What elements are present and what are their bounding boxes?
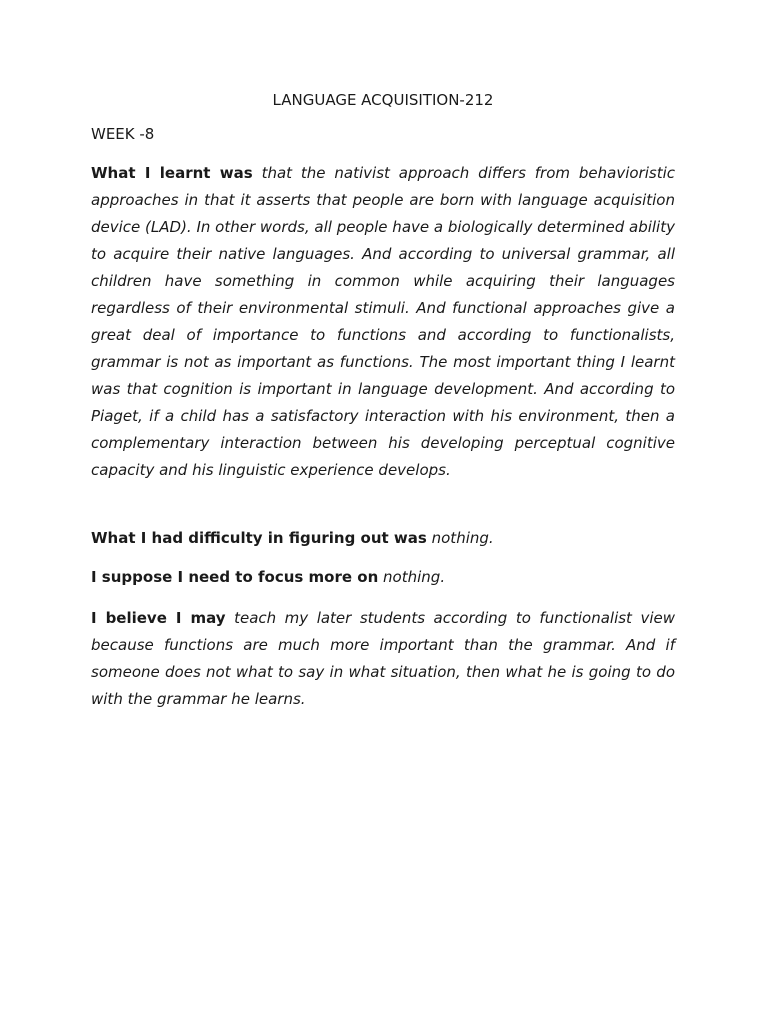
paragraph-body: that the nativist approach differs from behavioristic approaches in that it asserts that people are born with language acquisition device (LAD). In other words, all people have a biologically determined ability to acquire their native languages. And according to universal grammar, all children have something in common while acquiring their languages regardless of their environmental stimuli. And functional approaches give a great deal of importance to functions and according to functionalists, grammar is not as important as functions. The most important thing I learnt was that cognition is important in language development. And according to Piaget, if a child has a satisfactory interaction with his environment, then a complementary interaction between his developing perceptual cognitive capacity and his linguistic experience develops.	[91, 164, 676, 479]
paragraph-body: nothing.	[431, 529, 494, 547]
paragraph-body: teach my later students according to functionalist view because functions are much more important than the grammar. And if someone does not what to say in what situation, then what he is going to do with the grammar he learns.	[91, 609, 676, 708]
paragraph-lead: I believe I may	[91, 609, 226, 627]
paragraph-difficulty	[91, 525, 675, 552]
paragraph-lead: What I had difficulty in figuring out was	[91, 529, 427, 547]
document-title: LANGUAGE ACQUISITION-212	[272, 91, 494, 109]
paragraph-body: nothing.	[383, 568, 446, 586]
paragraph-what-i-learnt	[91, 160, 675, 484]
paragraph-lead: I suppose I need to focus more on	[91, 568, 379, 586]
week-label: WEEK -8	[91, 125, 155, 143]
paragraph-focus	[91, 564, 675, 591]
paragraph-believe	[91, 605, 675, 713]
paragraph-lead: What I learnt was	[91, 164, 253, 182]
